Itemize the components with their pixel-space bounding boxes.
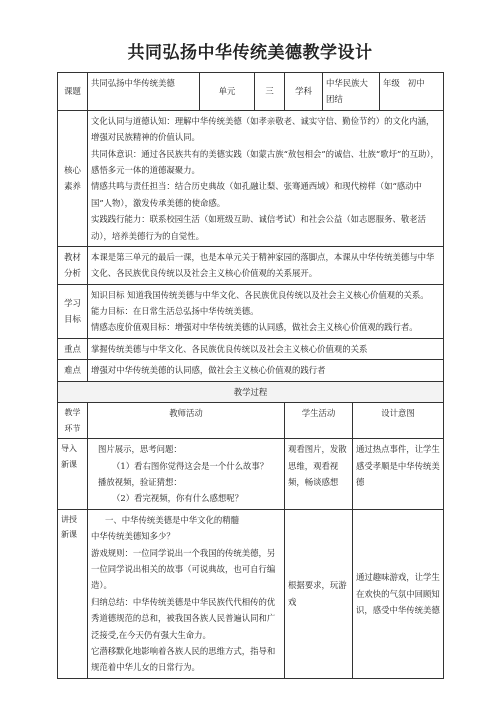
design-intent: 通过趣味游戏，让学生在欢快的气氛中回顾知识，感受中华传统美德 (353, 509, 444, 678)
goal-item: 知识目标 知道我国传统美德与中华文化、各民族优良传统以及社会主义核心价值观的关系。 (91, 289, 429, 300)
topic-value: 共同弘扬中华传统美德 (88, 73, 200, 111)
grade-label: 年级 (383, 78, 400, 88)
process-step: 导入新课 (58, 439, 88, 510)
subject-label: 学科 (285, 73, 323, 111)
literacy-item: 情感共鸣与责任担当：结合历史典故（如孔融让梨、张骞通西域）和现代榜样（如“感动中国”人物），激发传承美德的使命感。 (91, 181, 422, 208)
process-header-row (58, 403, 444, 439)
teacher-activity (88, 439, 285, 510)
teacher-line: 一、中华传统美德是中华文化的精髓 (105, 514, 239, 525)
goals-label: 学习目标 (58, 284, 88, 338)
goal-item: 能力目标：在日常生活总弘扬中华传统美德。 (91, 306, 259, 317)
teacher-line: 播放视频，验证猜想： (98, 477, 182, 487)
analysis-row (58, 246, 444, 284)
process-section-row (58, 381, 444, 402)
difficulty-row (58, 360, 444, 381)
teacher-activity (88, 509, 285, 678)
teacher-line: 它潜移默化地影响着各族人民的思维方式，指导和规范着中华儿女的日常行为。 (91, 645, 276, 673)
process-row (58, 509, 444, 678)
grade-value: 初中 (407, 78, 425, 88)
key-point-text: 掌握传统美德与中华文化、各民族优良传统以及社会主义核心价值观的关系 (88, 338, 444, 359)
subject-value: 中华民族大团结 (323, 73, 380, 111)
document-title: 共同弘扬中华传统美德教学设计 (127, 43, 373, 63)
teacher-line: 游戏规则：一位同学说出一个我国的传统美德，另一位同学说出相关的故事（可说典故，也可自行编造）。 (91, 547, 276, 591)
student-activity: 根据要求，玩游戏 (285, 509, 353, 678)
difficulty-text: 增强对中华传统美德的认同感，做社会主义核心价值观的践行者 (88, 360, 444, 381)
design-intent: 通过热点事件，让学生感受孝顺是中华传统美德 (353, 439, 444, 510)
difficulty-label: 难点 (58, 360, 88, 381)
grade-cell (380, 73, 444, 111)
col-intent-header: 设计意图 (353, 403, 444, 439)
analysis-text: 本课是第三单元的最后一课，也是本单元关于精神家园的落脚点，本课从中华传统美德与中华文化、各民族优良传统以及社会主义核心价值观的关系展开。 (88, 246, 444, 284)
literacy-item: 共同体意识：通过各民族共有的美德实践（如蒙古族“敖包相会”的诚信、壮族“歌圩”的互助），感悟多元一体的道德凝聚力。 (91, 148, 439, 175)
goals-content (88, 284, 444, 338)
teacher-line: 归纳总结：中华传统美德是中华民族代代相传的优秀道德规范的总和，被我国各族人民普遍认同和广泛接受,在今天仍有强大生命力。 (91, 596, 276, 640)
goals-row (58, 284, 444, 338)
literacy-content (88, 110, 444, 246)
topic-label: 课题 (58, 73, 88, 111)
student-activity: 观看图片，发散思维，观看视频，畅谈感想 (285, 439, 353, 510)
teacher-line: 图片展示，思考问题： (98, 444, 182, 455)
process-row (58, 439, 444, 510)
col-step-header: 教学环节 (58, 403, 88, 439)
unit-label: 单元 (200, 73, 255, 111)
literacy-label: 核心素养 (58, 110, 88, 246)
teacher-line: （1）看右图你觉得这会是一个什么故事？ (112, 460, 269, 471)
analysis-label: 教材分析 (58, 246, 88, 284)
literacy-item: 实践践行能力：联系校园生活（如班级互助、诚信考试）和社会公益（如志愿服务、敬老活动），培养美德行为的自觉性。 (91, 214, 426, 241)
info-row (58, 73, 444, 111)
unit-value: 三 (255, 73, 285, 111)
col-teacher-header: 教师活动 (88, 403, 285, 439)
goal-item: 情感态度价值观目标：增强对中华传统美德的认同感，做社会主义核心价值观的践行者。 (91, 322, 418, 333)
key-point-label: 重点 (58, 338, 88, 359)
process-section-title: 教学过程 (58, 381, 444, 402)
process-step: 讲授新课 (58, 509, 88, 678)
key-point-row (58, 338, 444, 359)
teacher-line: 中华传统美德知多少？ (91, 531, 175, 542)
lesson-plan-table (57, 72, 444, 679)
literacy-item: 文化认同与道德认知：理解中华传统美德（如孝亲敬老、诚实守信、勤俭节约）的文化内涵，增强对民族精神的价值认同。 (91, 115, 435, 143)
teacher-line: （2）看完视频，你有什么感想呢？ (112, 493, 243, 504)
col-student-header: 学生活动 (285, 403, 353, 439)
literacy-row (58, 110, 444, 246)
